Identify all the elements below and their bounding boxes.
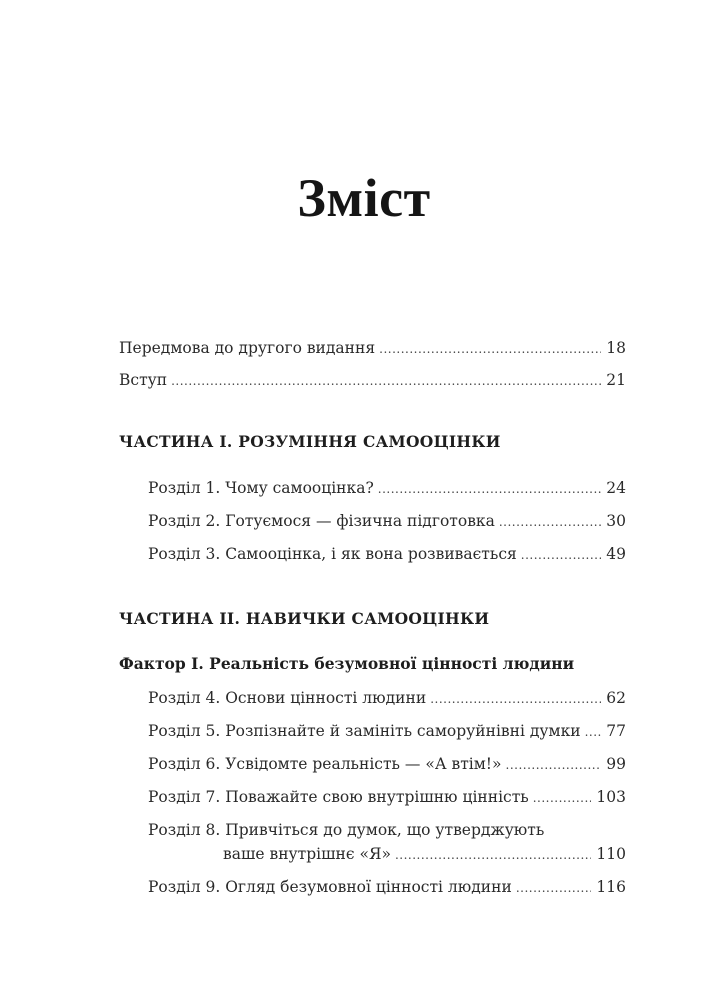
dot-leader: [533, 788, 592, 808]
toc-entry-chapter-2[interactable]: [148, 511, 626, 531]
dot-leader: [585, 722, 602, 742]
entry-label: Передмова до другого видання: [119, 339, 376, 357]
dot-leader: [430, 689, 601, 709]
page-number: 110: [596, 845, 626, 863]
dot-leader: [521, 545, 601, 565]
entry-label: Розділ 7. Поважайте свою внутрішню цінність: [148, 788, 529, 806]
toc-entry-chapter-6[interactable]: [148, 754, 626, 774]
entry-label: Вступ: [119, 371, 168, 389]
entry-label-line-2: ваше внутрішнє «Я»: [223, 845, 391, 863]
entry-label: Розділ 2. Готуємося — фізична підготовка: [148, 512, 495, 530]
factor-1-heading[interactable]: Фактор І. Реальність безумовної цінності людини: [119, 654, 575, 673]
toc-entry-chapter-7[interactable]: [148, 787, 626, 807]
page-number: 99: [606, 755, 626, 773]
dot-leader: [379, 339, 601, 359]
entry-label: Розділ 5. Розпізнайте й замініть саморуйнівні думки: [148, 722, 581, 740]
dot-leader: [506, 755, 602, 775]
toc-entry-chapter-3[interactable]: [148, 544, 626, 564]
dot-leader: [378, 479, 602, 499]
table-of-contents: [119, 338, 626, 897]
entry-label: Розділ 4. Основи цінності людини: [148, 689, 427, 707]
part-2-heading[interactable]: ЧАСТИНА ІІ. НАВИЧКИ САМООЦІНКИ: [119, 609, 490, 628]
page-number: 21: [606, 371, 626, 389]
entry-label: Розділ 6. Усвідомте реальність — «А втім!»: [148, 755, 502, 773]
page-number: 18: [606, 339, 626, 357]
page-number: 77: [606, 722, 626, 740]
toc-entry-chapter-8[interactable]: [148, 820, 626, 864]
toc-entry-chapter-4[interactable]: [148, 688, 626, 708]
dot-leader: [499, 512, 601, 532]
dot-leader: [516, 878, 592, 898]
toc-entry-chapter-1[interactable]: [148, 478, 626, 498]
page-number: 103: [596, 788, 626, 806]
dot-leader: [395, 845, 591, 865]
page-number: 116: [596, 878, 626, 896]
toc-entry-introduction[interactable]: [119, 370, 626, 390]
part-1-heading[interactable]: ЧАСТИНА І. РОЗУМІННЯ САМООЦІНКИ: [119, 432, 501, 451]
page-number: 62: [606, 689, 626, 707]
toc-entry-foreword[interactable]: [119, 338, 626, 358]
page-title: Зміст: [297, 168, 431, 229]
page-number: 49: [606, 545, 626, 563]
entry-continuation: [223, 844, 626, 864]
entry-label: Розділ 3. Самооцінка, і як вона розвивається: [148, 545, 517, 563]
entry-label: Розділ 1. Чому самооцінка?: [148, 479, 374, 497]
toc-entry-chapter-5[interactable]: [148, 721, 626, 741]
entry-label-line-1: Розділ 8. Привчіться до думок, що утверджують: [148, 821, 545, 839]
page-number: 30: [606, 512, 626, 530]
dot-leader: [171, 371, 601, 391]
toc-entry-chapter-9[interactable]: [148, 877, 626, 897]
page-number: 24: [606, 479, 626, 497]
entry-label: Розділ 9. Огляд безумовної цінності людини: [148, 878, 512, 896]
